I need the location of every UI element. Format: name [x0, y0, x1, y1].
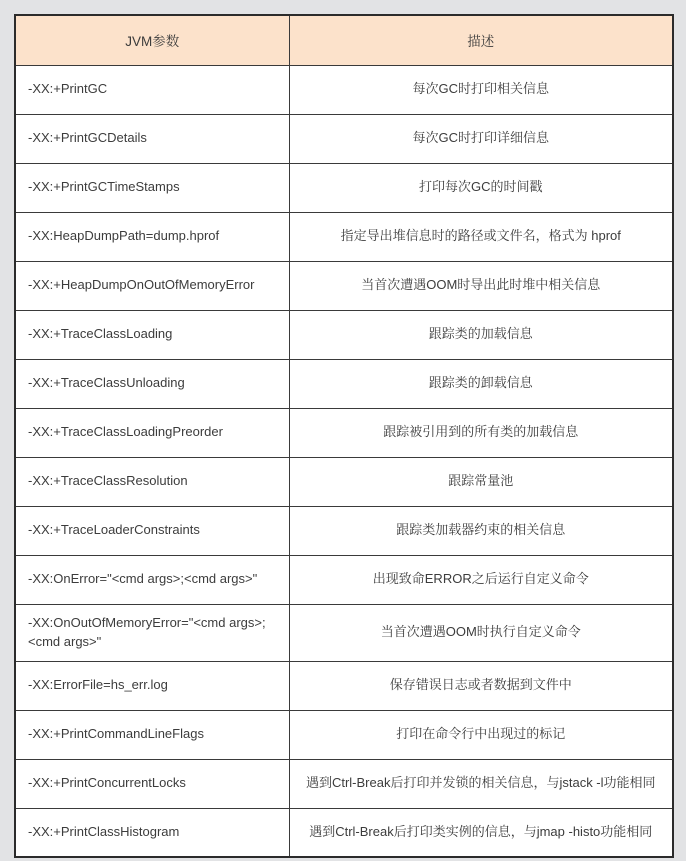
table-row	[15, 261, 673, 310]
cell-description: 指定导出堆信息时的路径或文件名，格式为 hprof	[289, 212, 673, 261]
cell-parameter: -XX:+PrintGCDetails	[15, 114, 289, 163]
table-row	[15, 759, 673, 808]
cell-description: 当首次遭遇OOM时导出此时堆中相关信息	[289, 261, 673, 310]
cell-parameter: -XX:ErrorFile=hs_err.log	[15, 661, 289, 710]
table-row	[15, 555, 673, 604]
column-header-description: 描述	[289, 15, 673, 65]
table-header	[15, 15, 673, 65]
cell-description: 打印每次GC的时间戳	[289, 163, 673, 212]
cell-description: 每次GC时打印详细信息	[289, 114, 673, 163]
cell-parameter: -XX:+TraceLoaderConstraints	[15, 506, 289, 555]
cell-description: 遇到Ctrl-Break后打印类实例的信息，与jmap -histo功能相同	[289, 808, 673, 857]
cell-description: 跟踪类的加载信息	[289, 310, 673, 359]
table-row	[15, 808, 673, 857]
table-row	[15, 212, 673, 261]
cell-description: 保存错误日志或者数据到文件中	[289, 661, 673, 710]
jvm-parameters-table	[14, 14, 674, 858]
cell-description: 遇到Ctrl-Break后打印并发锁的相关信息，与jstack -l功能相同	[289, 759, 673, 808]
cell-description: 跟踪常量池	[289, 457, 673, 506]
table-row	[15, 163, 673, 212]
cell-parameter: -XX:OnError="<cmd args>;<cmd args>"	[15, 555, 289, 604]
cell-description: 跟踪被引用到的所有类的加载信息	[289, 408, 673, 457]
cell-description: 当首次遭遇OOM时执行自定义命令	[289, 604, 673, 661]
table-row	[15, 710, 673, 759]
cell-parameter: -XX:+PrintConcurrentLocks	[15, 759, 289, 808]
cell-description: 跟踪类的卸载信息	[289, 359, 673, 408]
table-row	[15, 114, 673, 163]
cell-description: 打印在命令行中出现过的标记	[289, 710, 673, 759]
cell-parameter: -XX:+PrintGC	[15, 65, 289, 114]
header-row	[15, 15, 673, 65]
table-row	[15, 661, 673, 710]
cell-description: 每次GC时打印相关信息	[289, 65, 673, 114]
cell-parameter: -XX:OnOutOfMemoryError="<cmd args>;<cmd args>"	[15, 604, 289, 661]
cell-parameter: -XX:+TraceClassLoading	[15, 310, 289, 359]
column-header-parameter: JVM参数	[15, 15, 289, 65]
table-body	[15, 65, 673, 857]
cell-description: 跟踪类加载器约束的相关信息	[289, 506, 673, 555]
cell-parameter: -XX:+HeapDumpOnOutOfMemoryError	[15, 261, 289, 310]
cell-parameter: -XX:+TraceClassUnloading	[15, 359, 289, 408]
cell-parameter: -XX:+PrintCommandLineFlags	[15, 710, 289, 759]
cell-parameter: -XX:HeapDumpPath=dump.hprof	[15, 212, 289, 261]
cell-parameter: -XX:+PrintClassHistogram	[15, 808, 289, 857]
table-row	[15, 506, 673, 555]
cell-parameter: -XX:+TraceClassLoadingPreorder	[15, 408, 289, 457]
cell-description: 出现致命ERROR之后运行自定义命令	[289, 555, 673, 604]
table-row	[15, 457, 673, 506]
table-row	[15, 604, 673, 661]
table-row	[15, 310, 673, 359]
table-row	[15, 359, 673, 408]
cell-parameter: -XX:+PrintGCTimeStamps	[15, 163, 289, 212]
table-row	[15, 65, 673, 114]
cell-parameter: -XX:+TraceClassResolution	[15, 457, 289, 506]
table-row	[15, 408, 673, 457]
